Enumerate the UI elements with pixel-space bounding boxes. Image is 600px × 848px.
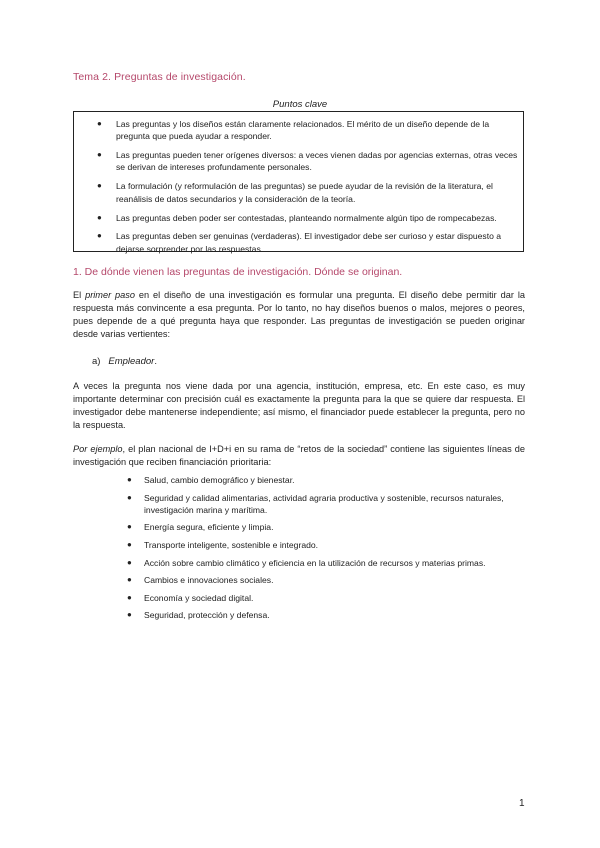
- bullet-icon: ●: [97, 119, 102, 128]
- employer-paragraph: A veces la pregunta nos viene dada por una agencia, institución, empresa, etc. En este caso, es muy importante determinar con precisión cuál es exactamente la pregunta para la que se quiere dar respuesta. El investigador debe mantenerse independiente; así mismo, el financiador puede establecer la pregunta, pero no la respuesta.: [73, 381, 525, 430]
- funding-line-text: Energía segura, eficiente y limpia.: [144, 522, 274, 533]
- funding-line-item: [107, 492, 527, 516]
- subsection-suffix: .: [154, 356, 157, 367]
- funding-line-item: [107, 539, 527, 551]
- bullet-icon: ●: [97, 212, 102, 222]
- bullet-icon: ●: [97, 231, 102, 241]
- funding-line-item: [107, 574, 527, 586]
- topic-title: Tema 2. Preguntas de investigación.: [73, 71, 246, 83]
- key-point-text: La formulación (y reformulación de las preguntas) se puede ayudar de la revisión de la literatura, el reanálisis de datos secundarios y la consideración de la teoría.: [116, 181, 493, 204]
- bullet-icon: ●: [97, 181, 102, 191]
- key-points-box: [73, 111, 524, 252]
- key-point-item: [74, 212, 523, 224]
- bullet-icon: ●: [127, 492, 132, 502]
- intro-text-rest: en el diseño de una investigación es formular una pregunta. El diseño debe permitir dar la respuesta más convincente a esa pregunta. Por lo tanto, no hay diseños buenos o malos, mejores o peores, pues depende de a qué pregunta haya que responder. Las preguntas de investigación se pueden originar desde varias vertientes:: [73, 290, 525, 339]
- example-emphasis: Por ejemplo: [73, 444, 123, 454]
- key-points-heading: Puntos clave: [272, 99, 328, 110]
- funding-line-text: Acción sobre cambio climático y eficiencia en la utilización de recursos y materias primas.: [144, 557, 486, 568]
- section-title: 1. De dónde vienen las preguntas de investigación. Dónde se originan.: [73, 266, 403, 278]
- key-point-item: [74, 118, 523, 143]
- bullet-icon: ●: [127, 610, 132, 620]
- subsection-marker: a): [92, 356, 101, 367]
- key-point-text: Las preguntas deben poder ser contestadas, planteando normalmente algún tipo de rompecabezas.: [116, 212, 497, 223]
- funding-line-item: [107, 557, 527, 569]
- funding-lines-list: [107, 474, 527, 627]
- bullet-icon: ●: [127, 592, 132, 602]
- example-text: , el plan nacional de I+D+i en su rama de “retos de la sociedad” contiene las siguientes líneas de investigación que reciben financiación prioritaria:: [73, 444, 525, 467]
- example-paragraph: [73, 443, 525, 469]
- key-point-item: [74, 149, 523, 174]
- funding-line-text: Salud, cambio demográfico y bienestar.: [144, 475, 295, 485]
- page-number: 1: [519, 798, 525, 809]
- bullet-icon: ●: [127, 539, 132, 549]
- intro-paragraph: [73, 289, 525, 341]
- bullet-icon: ●: [127, 475, 132, 484]
- bullet-icon: ●: [127, 575, 132, 585]
- key-point-text: Las preguntas pueden tener orígenes diversos: a veces vienen dadas por agencias externas, otras veces se derivan de intereses profundamente personales.: [116, 150, 518, 173]
- intro-text-start: El: [73, 290, 86, 300]
- key-point-text: Las preguntas y los diseños están claramente relacionados. El mérito de un diseño depende de la pregunta que pueda ayudar a responder.: [116, 119, 490, 142]
- intro-emphasis: primer paso: [85, 290, 135, 300]
- key-point-item: [74, 230, 523, 255]
- subsection-heading: [92, 356, 157, 367]
- key-point-text: Las preguntas deben ser genuinas (verdaderas). El investigador debe ser curioso y estar dispuesto a dejarse sorprender por las respuestas.: [116, 231, 502, 254]
- funding-line-item: [107, 609, 527, 621]
- funding-line-item: [107, 521, 527, 533]
- funding-line-text: Economía y sociedad digital.: [144, 592, 254, 603]
- bullet-icon: ●: [127, 522, 132, 532]
- bullet-icon: ●: [127, 557, 132, 567]
- funding-line-item: [107, 474, 527, 486]
- funding-line-text: Seguridad y calidad alimentarias, actividad agraria productiva y sostenible, recursos naturales, investigación marina y marítima.: [144, 492, 504, 515]
- subsection-title: Empleador: [108, 356, 155, 367]
- funding-line-text: Transporte inteligente, sostenible e integrado.: [144, 539, 319, 550]
- funding-line-text: Cambios e innovaciones sociales.: [144, 575, 274, 586]
- bullet-icon: ●: [97, 150, 102, 160]
- funding-line-text: Seguridad, protección y defensa.: [144, 610, 270, 621]
- funding-line-item: [107, 592, 527, 604]
- key-point-item: [74, 180, 523, 205]
- key-points-list: [74, 118, 523, 262]
